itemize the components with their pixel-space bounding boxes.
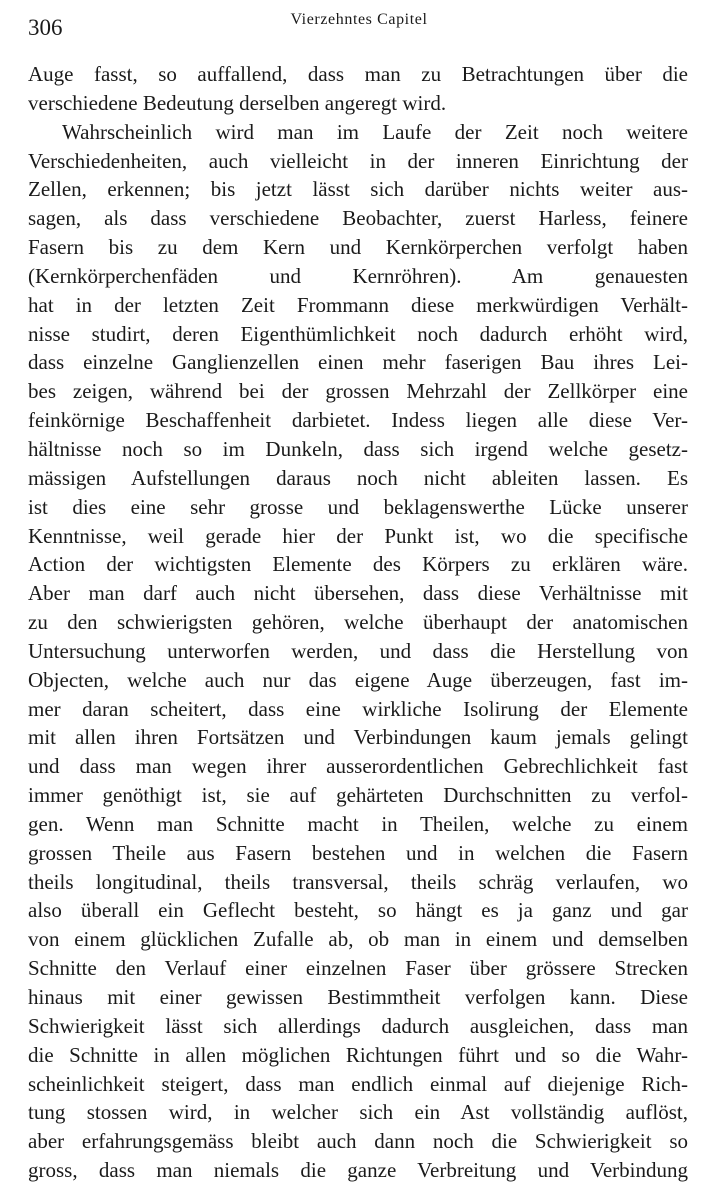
text-line: Wahrscheinlich wird man im Laufe der Zeit noch weitere: [62, 119, 688, 144]
text-line: gen. Wenn man Schnitte macht in Theilen, welche zu einem: [28, 811, 688, 836]
page-number: 306: [28, 15, 63, 40]
text-line: hat in der letzten Zeit Frommann diese merkwürdigen Verhält-: [28, 292, 688, 317]
text-line: Schwierigkeit lässt sich allerdings dadurch ausgleichen, dass man: [28, 1013, 688, 1038]
page-header: [28, 0, 690, 40]
text-line: ist dies eine sehr grosse und beklagenswerthe Lücke unserer: [28, 494, 688, 519]
text-line: Kenntnisse, weil gerade hier der Punkt ist, wo die specifische: [28, 523, 688, 548]
text-line: also überall ein Geflecht besteht, so hängt es ja ganz und gar: [28, 898, 688, 923]
text-line: hältnisse noch so im Dunkeln, dass sich irgend welche gesetz-: [28, 436, 688, 461]
text-line: Schnitte den Verlauf einer einzelnen Faser über grössere Strecken: [28, 956, 688, 981]
text-line: Objecten, welche auch nur das eigene Auge überzeugen, fast im-: [28, 667, 688, 692]
text-line: scheinlichkeit steigert, dass man endlich einmal auf diejenige Rich-: [28, 1071, 688, 1096]
text-line: tung stossen wird, in welcher sich ein Ast vollständig auflöst,: [28, 1100, 688, 1125]
text-line: Fasern bis zu dem Kern und Kernkörperchen verfolgt haben: [28, 235, 688, 260]
text-line: dass einzelne Ganglienzellen einen mehr faserigen Bau ihres Lei-: [28, 350, 688, 375]
text-line: Zellen, erkennen; bis jetzt lässt sich darüber nichts weiter aus-: [28, 177, 688, 202]
text-line: mer daran scheitert, dass eine wirkliche Isolirung der Elemente: [28, 696, 688, 721]
running-title: Vierzehntes Capitel: [290, 11, 428, 28]
text-line: Action der wichtigsten Elemente des Körpers zu erklären wäre.: [28, 552, 688, 577]
text-line: theils longitudinal, theils transversal, theils schräg verlaufen, wo: [28, 869, 688, 894]
text-line: (Kernkörperchenfäden und Kernröhren). Am genauesten: [28, 263, 688, 288]
text-line: verschiedene Bedeutung derselben angeregt wird.: [28, 90, 447, 115]
text-line: die Schnitte in allen möglichen Richtungen führt und so die Wahr-: [28, 1042, 688, 1067]
text-line: Auge fasst, so auffallend, dass man zu Betrachtungen über die: [28, 62, 688, 86]
text-line: bes zeigen, während bei der grossen Mehrzahl der Zellkörper eine: [28, 379, 688, 404]
text-line: grossen Theile aus Fasern bestehen und in welchen die Fasern: [28, 840, 688, 865]
text-line: aber erfahrungsgemäss bleibt auch dann noch die Schwierigkeit so: [28, 1129, 688, 1154]
text-line: von einem glücklichen Zufalle ab, ob man in einem und demselben: [28, 927, 688, 952]
text-line: hinaus mit einer gewissen Bestimmtheit verfolgen kann. Diese: [28, 985, 688, 1009]
text-line: zu den schwierigsten gehören, welche überhaupt der anatomischen: [28, 610, 688, 635]
text-line: feinkörnige Beschaffenheit darbietet. Indess liegen alle diese Ver-: [28, 408, 688, 433]
text-line: mässigen Aufstellungen daraus noch nicht ableiten lassen. Es: [28, 465, 688, 490]
text-line: Untersuchung unterworfen werden, und dass die Herstellung von: [28, 638, 688, 663]
text-line: nisse studirt, deren Eigenthümlichkeit noch dadurch erhöht wird,: [28, 321, 688, 346]
text-line: Aber man darf auch nicht übersehen, dass diese Verhältnisse mit: [28, 581, 688, 606]
text-line: immer genöthigt ist, sie auf gehärteten Durchschnitten zu verfol-: [28, 783, 688, 808]
body-text: [28, 60, 688, 1185]
text-line: gross, dass man niemals die ganze Verbreitung und Verbindung: [28, 1158, 688, 1183]
text-line: Verschiedenheiten, auch vielleicht in der inneren Einrichtung der: [28, 148, 688, 173]
text-line: und dass man wegen ihrer ausserordentlichen Gebrechlichkeit fast: [28, 754, 688, 779]
text-line: mit allen ihren Fortsätzen und Verbindungen kaum jemals gelingt: [28, 725, 688, 750]
text-line: sagen, als dass verschiedene Beobachter, zuerst Harless, feinere: [28, 206, 688, 231]
